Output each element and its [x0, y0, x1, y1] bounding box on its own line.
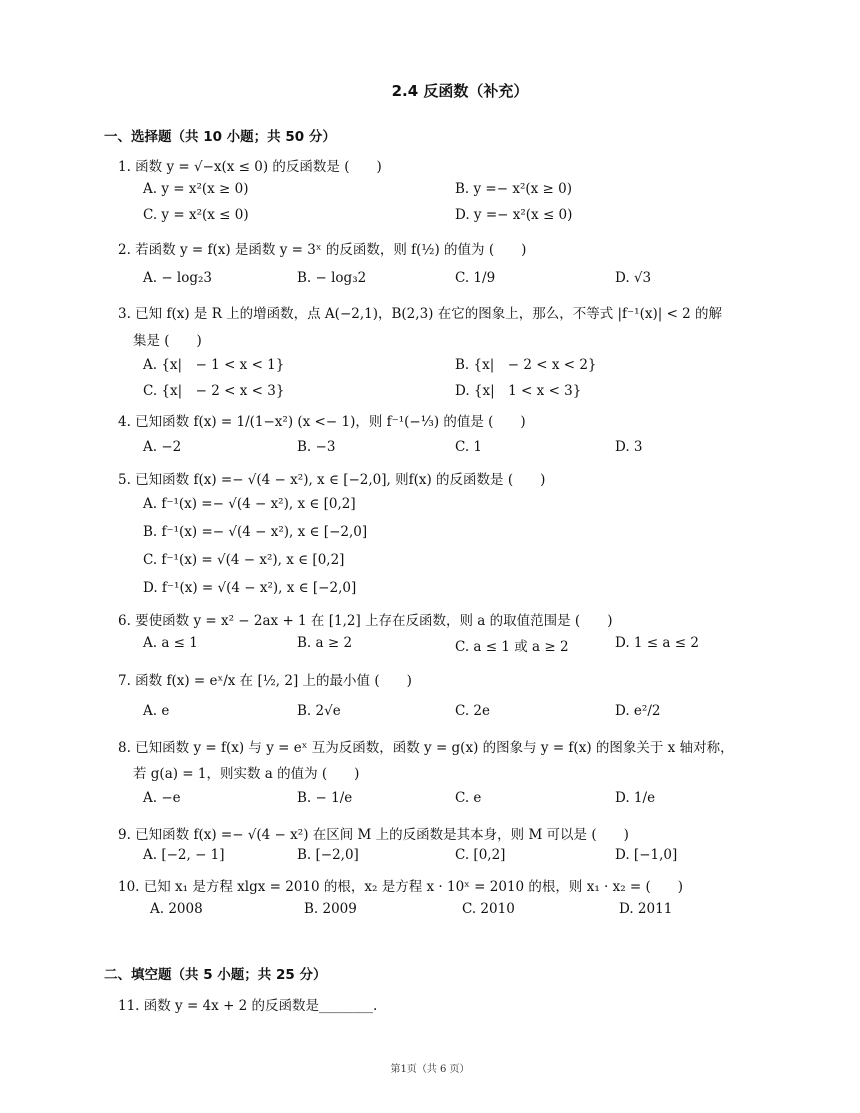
- q5-option-d: D. f⁻¹(x) = √(4 − x²), x ∈ [−2,0]: [143, 580, 357, 596]
- q6-option-a: A. a ≤ 1: [143, 635, 198, 651]
- question-10: 10. 已知 x₁ 是方程 xlgx = 2010 的根，x₂ 是方程 x · 10ˣ = 2010 的根，则 x₁ · x₂ = ( ): [118, 879, 684, 895]
- q2-option-b: B. − log₃2: [297, 270, 367, 286]
- question-7: 7. 函数 f(x) = eˣ/x 在 [½, 2] 上的最小值 ( ): [118, 673, 412, 689]
- question-4: 4. 已知函数 f(x) = 1/(1−x²) (x <− 1)，则 f⁻¹(−⅓) 的值是 ( ): [118, 414, 526, 430]
- q10-option-a: A. 2008: [150, 901, 203, 917]
- section-heading-fill: 二、填空题（共 5 小题；共 25 分）: [104, 967, 327, 983]
- question-3-cont: 集是 ( ): [133, 333, 202, 349]
- question-5: 5. 已知函数 f(x) =− √(4 − x²), x ∈ [−2,0], 则f(x) 的反函数是 ( ): [118, 472, 546, 488]
- q1-option-b: B. y =− x²(x ≥ 0): [455, 181, 572, 197]
- question-2: 2. 若函数 y = f(x) 是函数 y = 3ˣ 的反函数，则 f(½) 的值为 ( ): [118, 242, 527, 258]
- q2-option-c: C. 1/9: [455, 270, 496, 286]
- question-9: 9. 已知函数 f(x) =− √(4 − x²) 在区间 M 上的反函数是其本身，则 M 可以是 ( ): [118, 827, 629, 843]
- q9-option-a: A. [−2, − 1]: [143, 847, 225, 863]
- q9-option-c: C. [0,2]: [455, 847, 506, 863]
- q3-option-c: C. {x| − 2 < x < 3}: [143, 383, 285, 399]
- q1-option-d: D. y =− x²(x ≤ 0): [455, 207, 573, 223]
- q8-option-a: A. −e: [143, 790, 181, 806]
- q3-option-d: D. {x| 1 < x < 3}: [455, 383, 582, 399]
- q6-option-b: B. a ≥ 2: [297, 635, 353, 651]
- question-6: 6. 要使函数 y = x² − 2ax + 1 在 [1,2] 上存在反函数，则 a 的取值范围是 ( ): [118, 613, 613, 629]
- q3-option-a: A. {x| − 1 < x < 1}: [143, 357, 285, 373]
- q10-option-b: B. 2009: [304, 901, 357, 917]
- q2-option-a: A. − log₂3: [143, 270, 213, 286]
- section-heading-choice: 一、选择题（共 10 小题；共 50 分）: [104, 129, 336, 145]
- q1-option-a: A. y = x²(x ≥ 0): [143, 181, 249, 197]
- question-1: 1. 函数 y = √−x(x ≤ 0) 的反函数是 ( ): [118, 159, 382, 175]
- page-title: 2.4 反函数（补充）: [391, 82, 529, 100]
- q9-option-b: B. [−2,0]: [297, 847, 359, 863]
- question-8: 8. 已知函数 y = f(x) 与 y = eˣ 互为反函数，函数 y = g(x) 的图象与 y = f(x) 的图象关于 x 轴对称，: [118, 740, 734, 756]
- question-11: 11. 函数 y = 4x + 2 的反函数是________.: [118, 998, 378, 1014]
- q4-option-b: B. −3: [297, 439, 336, 455]
- q6-option-c: C. a ≤ 1 或 a ≥ 2: [455, 639, 569, 655]
- q6-option-d: D. 1 ≤ a ≤ 2: [615, 635, 699, 651]
- q7-option-b: B. 2√e: [297, 703, 341, 719]
- q5-option-a: A. f⁻¹(x) =− √(4 − x²), x ∈ [0,2]: [143, 496, 356, 512]
- page-footer: 第1页（共 6 页）: [390, 1064, 470, 1075]
- q8-option-d: D. 1/e: [615, 790, 656, 806]
- q4-option-c: C. 1: [455, 439, 483, 455]
- q9-option-d: D. [−1,0]: [615, 847, 678, 863]
- q10-option-c: C. 2010: [462, 901, 515, 917]
- q3-option-b: B. {x| − 2 < x < 2}: [455, 357, 597, 373]
- q2-option-d: D. √3: [615, 270, 652, 286]
- question-8-cont: 若 g(a) = 1，则实数 a 的值为 ( ): [133, 766, 360, 782]
- q8-option-c: C. e: [455, 790, 482, 806]
- question-3: 3. 已知 f(x) 是 R 上的增函数，点 A(−2,1)，B(2,3) 在它的图象上，那么，不等式 |f⁻¹(x)| < 2 的解: [118, 306, 723, 322]
- q5-option-c: C. f⁻¹(x) = √(4 − x²), x ∈ [0,2]: [143, 552, 345, 568]
- q1-option-c: C. y = x²(x ≤ 0): [143, 207, 249, 223]
- q8-option-b: B. − 1/e: [297, 790, 353, 806]
- q5-option-b: B. f⁻¹(x) =− √(4 − x²), x ∈ [−2,0]: [143, 524, 368, 540]
- q7-option-d: D. e²/2: [615, 703, 661, 719]
- q4-option-a: A. −2: [143, 439, 182, 455]
- q7-option-a: A. e: [143, 703, 170, 719]
- q10-option-d: D. 2011: [619, 901, 673, 917]
- q7-option-c: C. 2e: [455, 703, 491, 719]
- q4-option-d: D. 3: [615, 439, 643, 455]
